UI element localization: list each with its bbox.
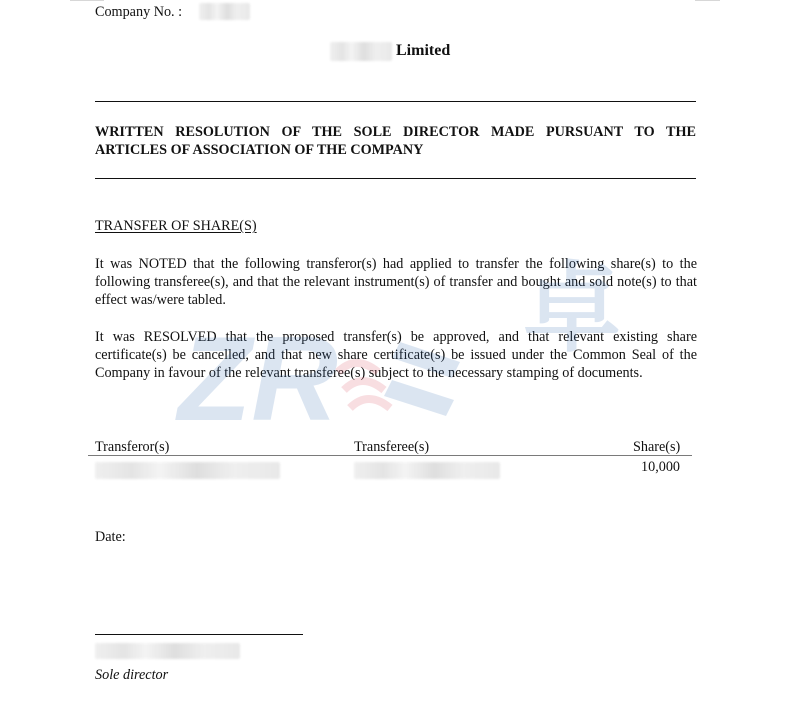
company-name-redacted: [330, 42, 392, 61]
company-number-redacted: [199, 3, 250, 20]
noted-paragraph: It was NOTED that the following transferor(s) had applied to transfer the following share(s) to the following transferee(s), and that the relevant instrument(s) of transfer and bought and sold note(s) to that effect was/were tabled.: [95, 256, 697, 309]
title-bottom-rule: [95, 178, 696, 179]
shares-value: 10,000: [641, 459, 681, 475]
date-label: Date:: [95, 529, 126, 545]
signatory-name-redacted: [95, 643, 240, 659]
resolved-paragraph: It was RESOLVED that the proposed transfer(s) be approved, and that relevant existing share certificate(s) be cancelled, and that new share certificate(s) be issued under the Common Seal of the Company in favour of the relevant transferee(s) subject to the necessary stamping of documents.: [95, 329, 697, 382]
transferee-header: Transferee(s): [354, 439, 430, 455]
shares-header: Share(s): [633, 439, 681, 455]
transferor-name-redacted: [95, 462, 280, 479]
transferee-name-redacted: [354, 462, 500, 479]
company-name-suffix: Limited: [396, 42, 451, 59]
title-top-rule: [95, 101, 696, 102]
watermark-latin-text: ZR: [178, 312, 338, 446]
watermark-cjk-text: 卓: [523, 252, 622, 366]
signature-line: [95, 634, 303, 635]
signatory-role: Sole director: [95, 667, 169, 683]
top-edge-mark-left: [70, 0, 104, 1]
transferor-header: Transferor(s): [95, 439, 170, 455]
company-name-line: [330, 40, 450, 62]
top-edge-mark-right: [695, 0, 720, 1]
section-heading: TRANSFER OF SHARE(S): [95, 218, 257, 234]
company-number-label: Company No. :: [95, 4, 183, 20]
table-header-rule: [88, 455, 692, 456]
resolution-title: WRITTEN RESOLUTION OF THE SOLE DIRECTOR MADE PURSUANT TO THE ARTICLES OF ASSOCIATION OF THE COMPANY: [95, 124, 696, 158]
